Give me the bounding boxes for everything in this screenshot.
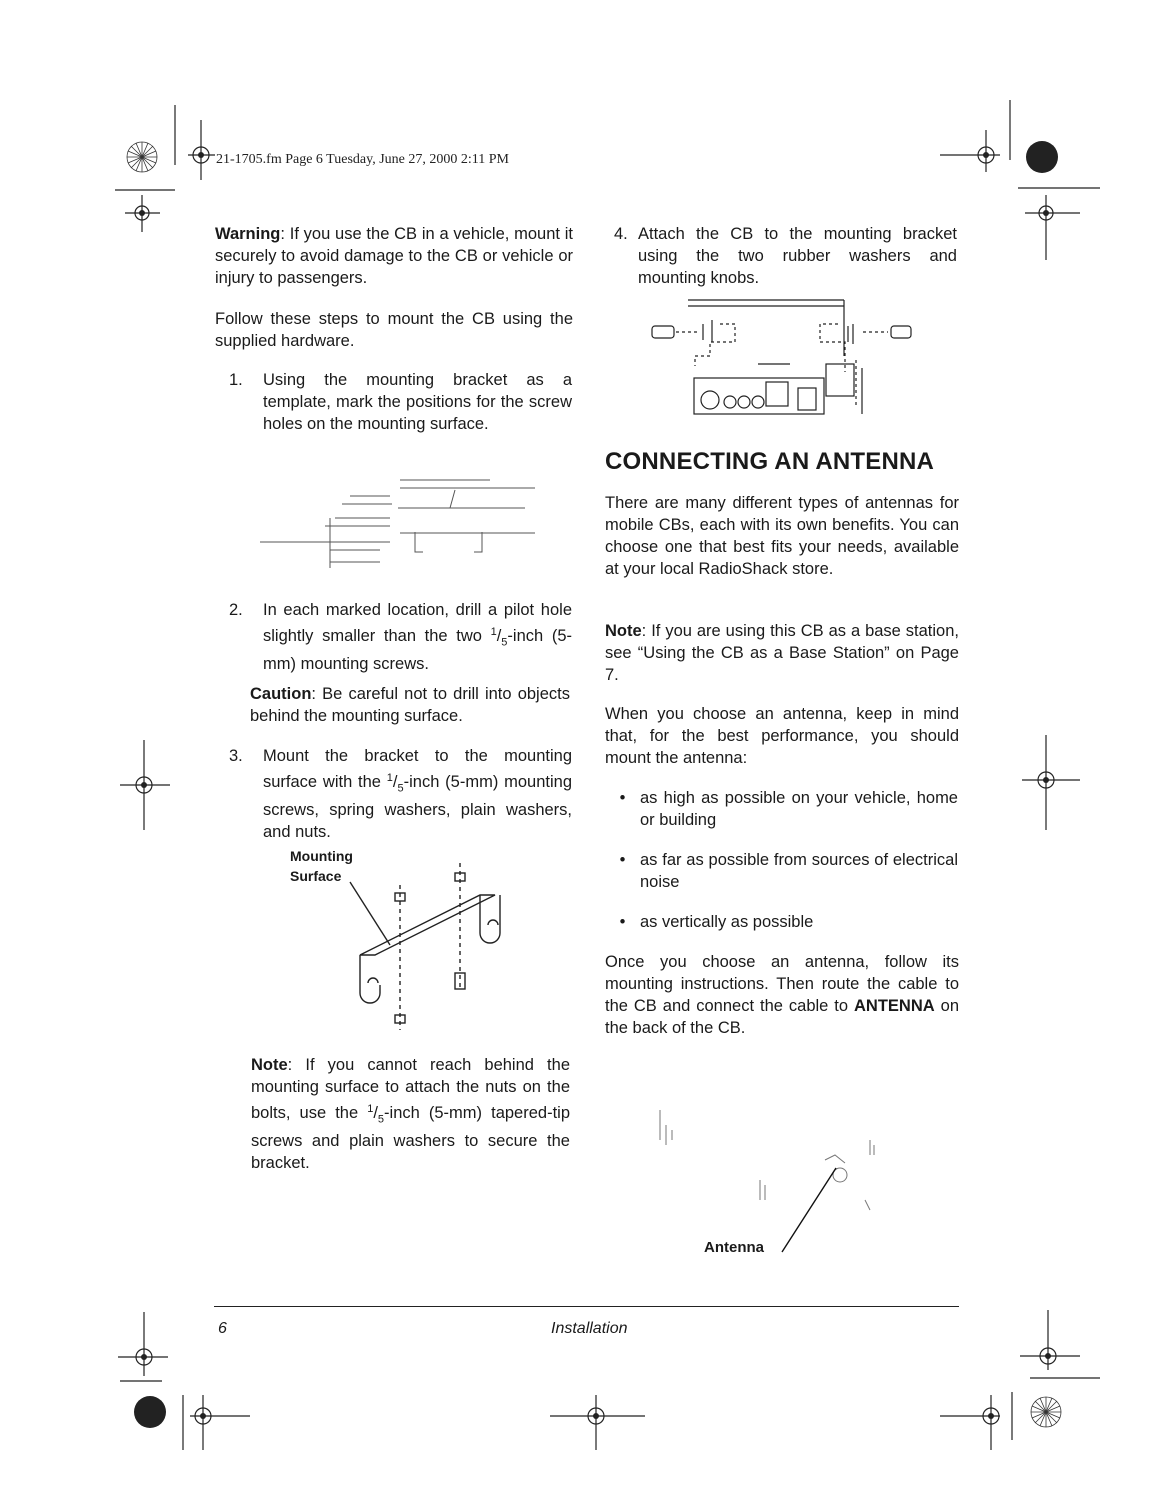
step-number: 1. — [229, 371, 243, 389]
step-text: Mount the bracket to the mounting surface with the — [263, 747, 572, 791]
step-text-cont: -inch (5-mm) mounting screws. — [263, 627, 572, 674]
list-item-text: as far as possible from sources of electrical noise — [640, 851, 958, 891]
bracket-template-figure — [250, 458, 550, 573]
step-1 — [229, 369, 572, 435]
warning-text: : If you use the CB in a vehicle, mount it securely to avoid damage to the CB or vehicle or injury to passengers. — [215, 225, 573, 287]
antenna-intro-paragraph: There are many different types of antennas for mobile CBs, each with its own benefits. You can choose one that best fits your needs, available at your local RadioShack store. — [605, 494, 959, 578]
performance-paragraph: When you choose an antenna, keep in mind that, for the best performance, you should mount the antenna: — [605, 705, 959, 767]
connect-text-cont: on the back of the CB. — [605, 997, 959, 1037]
fraction-numerator: 1 — [367, 1103, 374, 1115]
caption-line-1: Mounting — [290, 848, 353, 864]
cb-bracket-figure — [648, 296, 918, 416]
step-text: Using the mounting bracket as a template, mark the positions for the screw holes on the mounting surface. — [263, 371, 572, 433]
list-item-text: as high as possible on your vehicle, home or building — [640, 789, 958, 829]
note-label: Note — [251, 1056, 288, 1074]
caution-label: Caution — [250, 685, 312, 703]
list-item: • as high as possible on your vehicle, home or building — [619, 789, 958, 829]
step-3: 3. Mount the bracket to the mounting surface with the $^1/_5$-inch (5-mm) mounting screws, spring washers, plain washers, and nuts. — [229, 747, 573, 842]
section-name: Installation — [551, 1320, 628, 1337]
caution-text: : Be careful not to drill into objects behind the mounting surface. — [250, 685, 570, 725]
fraction-numerator: 1 — [386, 772, 393, 784]
caution-paragraph — [250, 683, 570, 727]
step-text: Attach the CB to the mounting bracket using the two rubber washers and mounting knobs. — [638, 225, 957, 287]
step-2: 2. In each marked location, drill a pilot hole slightly smaller than the two $^1/_5$-inch (5-mm) mounting screws. — [229, 601, 572, 674]
antenna-caption: Antenna — [704, 1239, 764, 1256]
base-station-note — [605, 620, 959, 686]
bracket-mounting-figure — [340, 855, 520, 1040]
fraction-denominator: 5 — [501, 636, 508, 649]
list-item: • as vertically as possible — [605, 911, 958, 933]
antenna-jack-label: ANTENNA — [854, 997, 935, 1015]
step-text-cont: -inch (5-mm) mounting screws, spring washers, plain washers, and nuts. — [263, 773, 573, 842]
note-text: : If you are using this CB as a base station, see “Using the CB as a Base Station” on Page 7. — [605, 622, 959, 684]
antenna-figure — [650, 1100, 910, 1270]
fraction-denominator: 5 — [377, 1113, 385, 1126]
connect-text: Once you choose an antenna, follow its mounting instructions. Then route the cable to the CB and connect the cable to — [605, 953, 959, 1015]
page-number: 6 — [218, 1320, 227, 1337]
warning-label: Warning — [215, 225, 281, 243]
note-label: Note — [605, 622, 642, 640]
step-4 — [614, 223, 957, 289]
caption-line-2: Surface — [290, 868, 342, 884]
fraction-denominator: 5 — [397, 782, 404, 795]
step-number: 4. — [614, 225, 628, 243]
mounting-tips-list — [605, 787, 958, 933]
note-text: : If you cannot reach behind the mounting surface to attach the nuts on the bolts, use the — [251, 1056, 570, 1122]
section-heading: CONNECTING AN ANTENNA — [605, 448, 935, 475]
note-paragraph: Note: If you cannot reach behind the mounting surface to attach the nuts on the bolts, use the $^1/_5$-inch (5-mm) tapered-tip screws and plain washers to secure the bracket. — [251, 1056, 570, 1173]
step-text: In each marked location, drill a pilot hole slightly smaller than the two — [263, 601, 572, 645]
warning-paragraph — [215, 223, 573, 289]
step-number: 3. — [229, 747, 243, 765]
list-item: • as far as possible from sources of electrical noise — [619, 851, 958, 891]
step-number: 2. — [229, 601, 243, 619]
intro-paragraph: Follow these steps to mount the CB using the supplied hardware. — [215, 310, 573, 350]
fraction-numerator: 1 — [490, 626, 497, 638]
file-header: 21-1705.fm Page 6 Tuesday, June 27, 2000 2:11 PM — [216, 152, 509, 167]
list-item-text: as vertically as possible — [640, 913, 814, 931]
connect-cable-paragraph — [605, 951, 959, 1039]
footer-rule — [214, 1306, 959, 1307]
note-text-cont: -inch (5-mm) tapered-tip screws and plain washers to secure the bracket. — [251, 1104, 570, 1173]
